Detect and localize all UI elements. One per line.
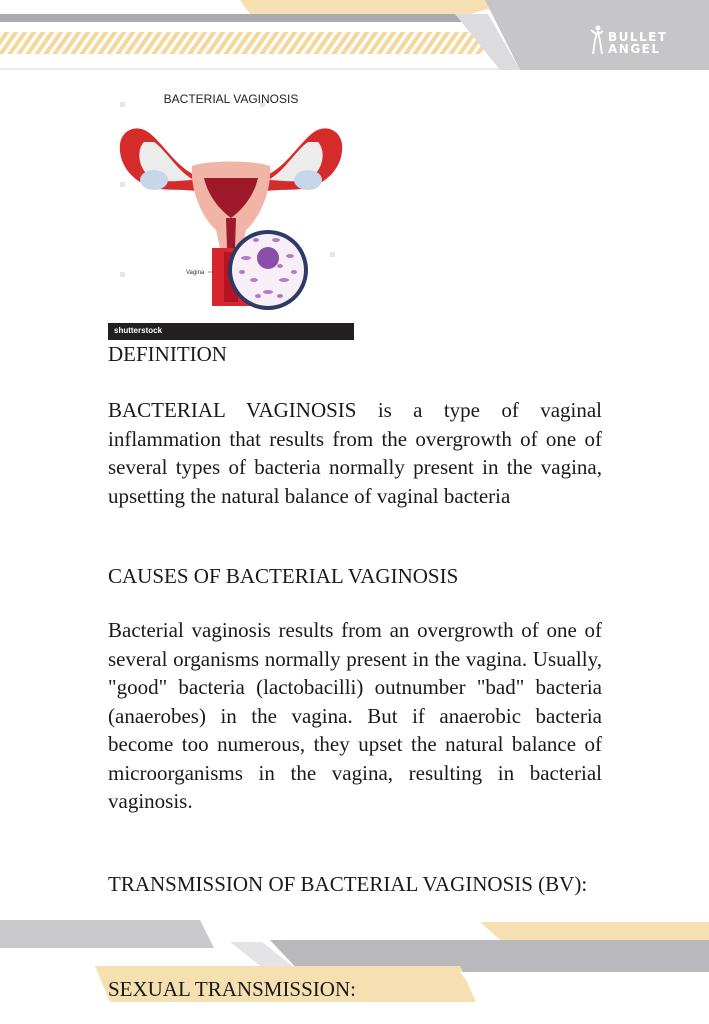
watermark-text: shutterstock <box>114 326 163 335</box>
definition-heading: DEFINITION <box>108 342 227 366</box>
transmission-heading: TRANSMISSION OF BACTERIAL VAGINOSIS (BV): <box>108 872 588 896</box>
causes-heading: CAUSES OF BACTERIAL VAGINOSIS <box>108 564 459 588</box>
sexual-transmission-heading: SEXUAL TRANSMISSION: <box>108 977 356 1001</box>
footer-decoration <box>0 912 709 1024</box>
illustration-label: Vagina <box>186 270 205 276</box>
anatomy-illustration <box>108 80 354 340</box>
illustration-title: BACTERIAL VAGINOSIS <box>163 92 299 106</box>
brand-logo <box>590 24 680 58</box>
angel-figure-icon <box>590 24 604 56</box>
uterus-diagram <box>108 80 354 323</box>
logo-line-1: BULLET <box>608 30 668 44</box>
watermark-bar <box>108 323 354 340</box>
causes-paragraph: Bacterial vaginosis results from an overgrowth of one of several organisms normally present in the vagina. Usually, "good" bacteria (lactobacilli) outnumber "bad" bacteria (anaerobes) in the vagina. But if anaerobic bacteria become too numerous, they upset the natural balance of microorganisms in the vagina, resulting in bacterial vaginosis. <box>108 618 602 813</box>
logo-line-2: ANGEL <box>608 42 661 56</box>
definition-paragraph: BACTERIAL VAGINOSIS is a type of vaginal inflammation that results from the overgrowth of one of several types of bacteria normally present in the vagina, upsetting the natural balance of vaginal bacteria <box>108 398 602 508</box>
